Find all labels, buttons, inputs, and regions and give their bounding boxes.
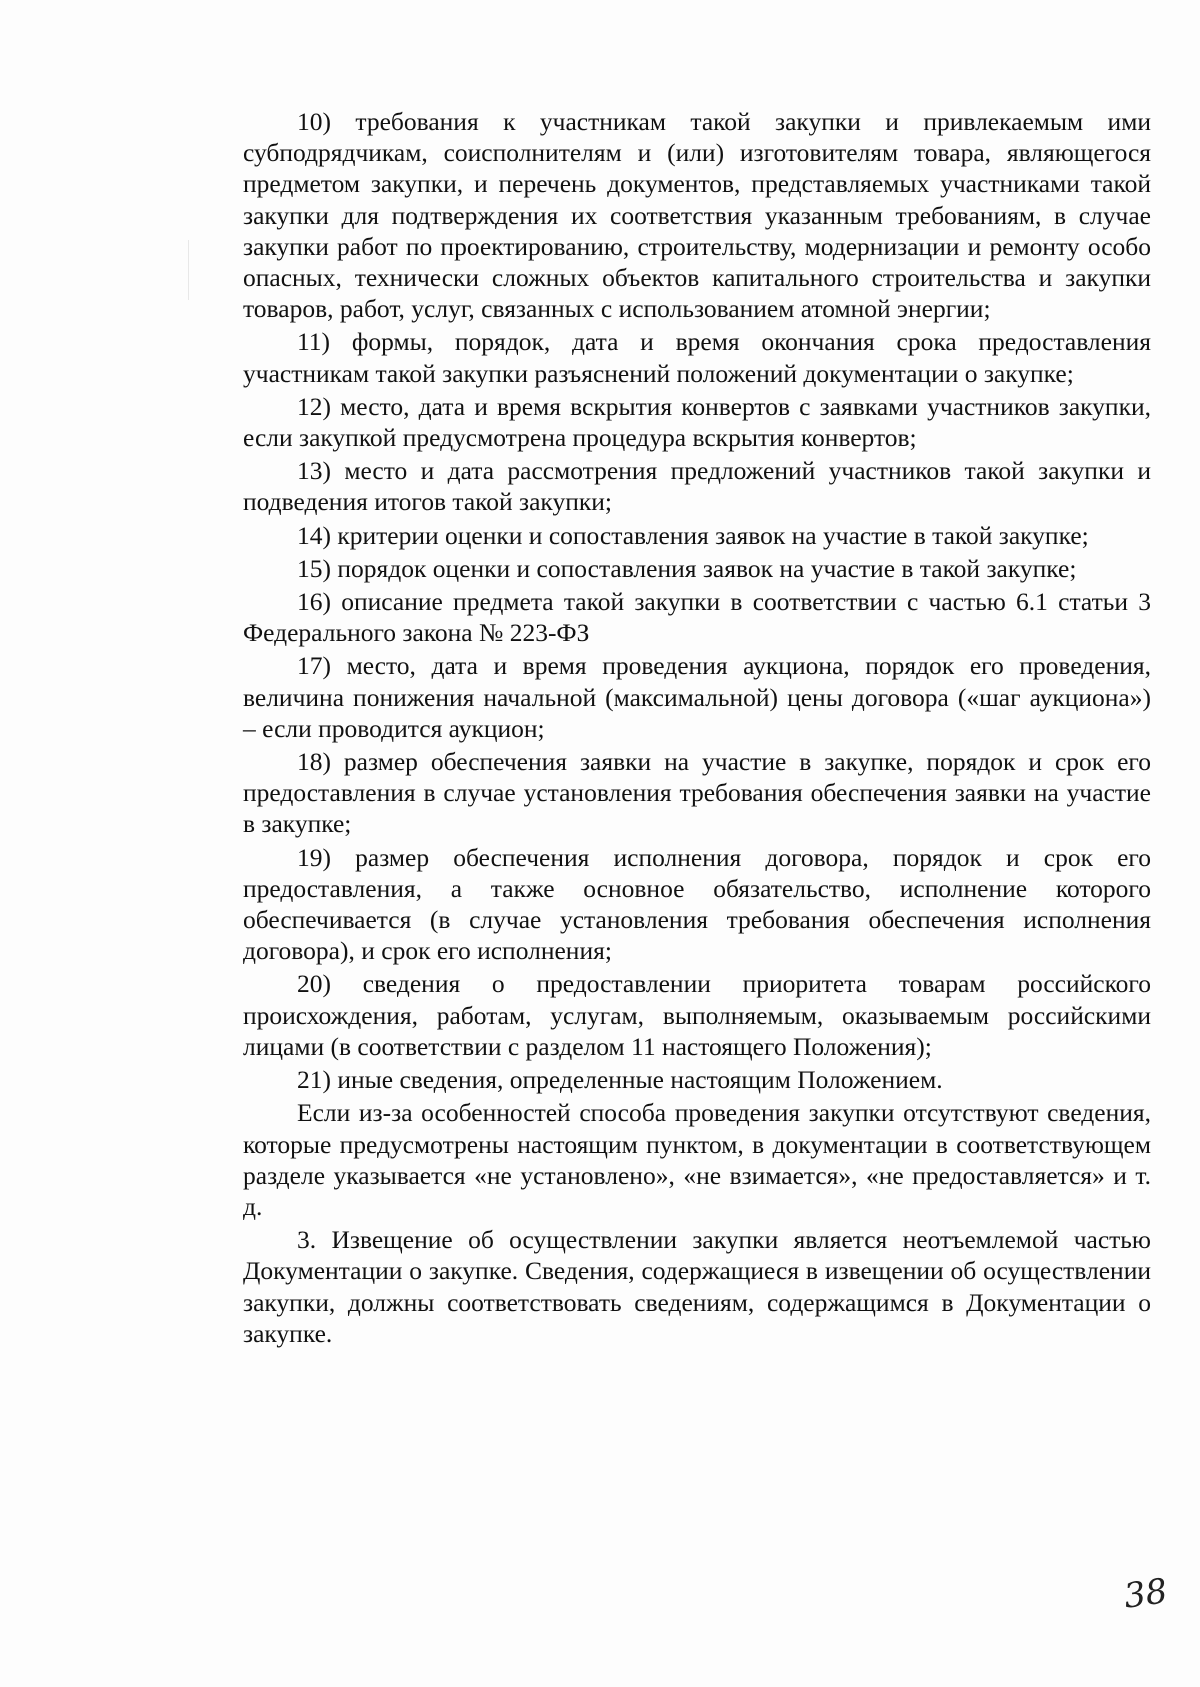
paragraph-item-14: 14) критерии оценки и сопоставления заявок на участие в такой закупке; xyxy=(297,520,1089,550)
paragraph-item-15: 15) порядок оценки и сопоставления заявок на участие в такой закупке; xyxy=(297,553,1077,583)
paragraph-item-11: 11) формы, порядок, дата и время окончания срока предоставления участникам такой закупки разъяснений положений документации о закупке; xyxy=(243,327,1151,388)
paragraph-clause-3: 3. Извещение об осуществлении закупки является неотъемлемой частью Документации о закупке. Сведения, содержащиеся в извещении об осуществлении закупки, должны соответствовать сведениям, содержащимся в Документации о закупке. xyxy=(243,1225,1151,1348)
page-number: 38 xyxy=(1121,1571,1170,1617)
paragraph-item-18: 18) размер обеспечения заявки на участие в закупке, порядок и срок его предоставления в случае установления требования обеспечения заявки на участие в закупке; xyxy=(243,747,1151,839)
paragraph-item-17: 17) место, дата и время проведения аукциона, порядок его проведения, величина понижения начальной (максимальной) цены договора («шаг аукциона») – если проводится аукцион; xyxy=(243,651,1151,743)
scan-artifact xyxy=(188,240,189,300)
paragraph-item-13: 13) место и дата рассмотрения предложений участников такой закупки и подведения итогов такой закупки; xyxy=(243,456,1151,517)
paragraph-item-20: 20) сведения о предоставлении приоритета товарам российского происхождения, работам, услугам, выполняемым, оказываемым российскими лицами (в соответствии с разделом 11 настоящего Положения); xyxy=(243,969,1151,1061)
document-body xyxy=(243,106,1151,1349)
paragraph-item-19: 19) размер обеспечения исполнения договора, порядок и срок его предоставления, а также основное обязательство, исполнение которого обеспечивается (в случае установления требования обеспечения исполнения договора), и срок его исполнения; xyxy=(243,842,1151,966)
paragraph-item-16: 16) описание предмета такой закупки в соответствии с частью 6.1 статьи 3 Федерального закона № 223-ФЗ xyxy=(243,587,1151,648)
paragraph-item-10: 10) требования к участникам такой закупки и привлекаемым ими субподрядчикам, соисполнителям и (или) изготовителям товара, являющегося предметом закупки, и перечень документов, представляемых участниками такой закупки для подтверждения их соответствия указанным требованиям, в случае закупки работ по проектированию, строительству, модернизации и ремонту особо опасных, технически сложных объектов капитального строительства и закупки товаров, работ, услуг, связанных с использованием атомной энергии; xyxy=(243,107,1151,324)
paragraph-item-21: 21) иные сведения, определенные настоящим Положением. xyxy=(297,1065,943,1095)
paragraph-item-12: 12) место, дата и время вскрытия конвертов с заявками участников закупки, если закупкой предусмотрена процедура вскрытия конвертов; xyxy=(243,391,1151,453)
paragraph-note: Если из-за особенностей способа проведения закупки отсутствуют сведения, которые предусмотрены настоящим пунктом, в документации в соответствующем разделе указывается «не установлено», «не взимается», «не предоставляется» и т. д. xyxy=(243,1098,1151,1221)
